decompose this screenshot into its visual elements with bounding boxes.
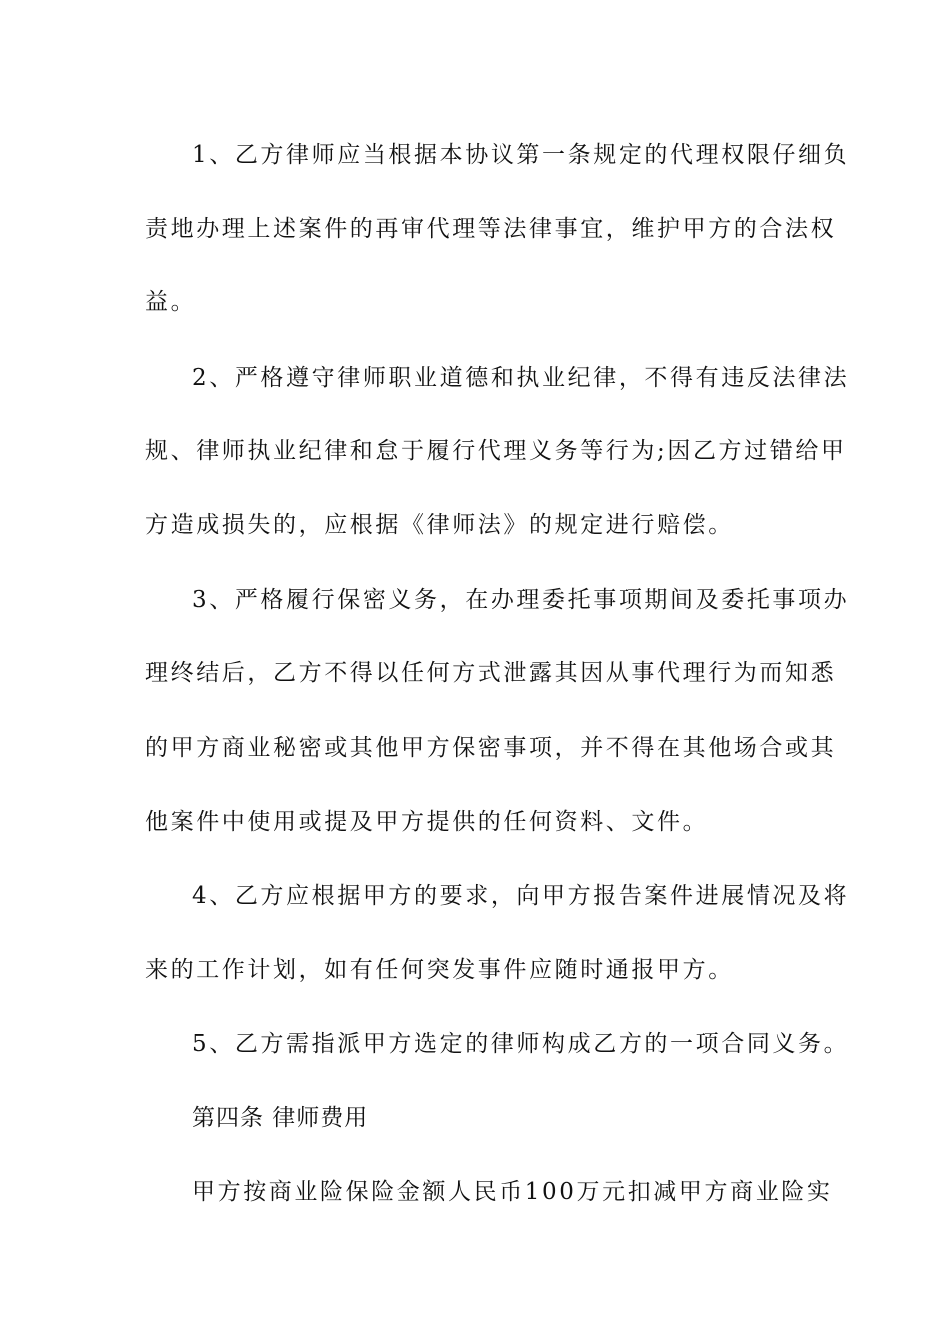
clause-3-line-1: 3、严格履行保密义务，在办理委托事项期间及委托事项办 (192, 587, 850, 613)
clause-2-line-1: 2、严格遵守律师职业道德和执业纪律，不得有违反法律法 (192, 365, 850, 391)
clause-1-line-3: 益。 (145, 289, 197, 315)
clause-2-line-2: 规、律师执业纪律和怠于履行代理义务等行为;因乙方过错给甲 (145, 438, 847, 464)
clause-3-line-3: 的甲方商业秘密或其他甲方保密事项，并不得在其他场合或其 (145, 735, 837, 761)
clause-2-line-3: 方造成损失的，应根据《律师法》的规定进行赔偿。 (145, 512, 734, 538)
fee-clause-line-1: 甲方按商业险保险金额人民币100万元扣减甲方商业险实 (192, 1179, 833, 1205)
clause-5-line-1: 5、乙方需指派甲方选定的律师构成乙方的一项合同义务。 (192, 1031, 850, 1057)
clause-3-line-4: 他案件中使用或提及甲方提供的任何资料、文件。 (145, 809, 709, 835)
section-heading-article-4: 第四条 律师费用 (192, 1105, 369, 1131)
clause-1-line-1: 1、乙方律师应当根据本协议第一条规定的代理权限仔细负 (192, 142, 850, 168)
clause-1-line-2: 责地办理上述案件的再审代理等法律事宜，维护甲方的合法权 (145, 216, 837, 242)
clause-4-line-2: 来的工作计划，如有任何突发事件应随时通报甲方。 (145, 957, 734, 983)
clause-3-line-2: 理终结后，乙方不得以任何方式泄露其因从事代理行为而知悉 (145, 660, 837, 686)
clause-4-line-1: 4、乙方应根据甲方的要求，向甲方报告案件进展情况及将 (192, 883, 850, 909)
